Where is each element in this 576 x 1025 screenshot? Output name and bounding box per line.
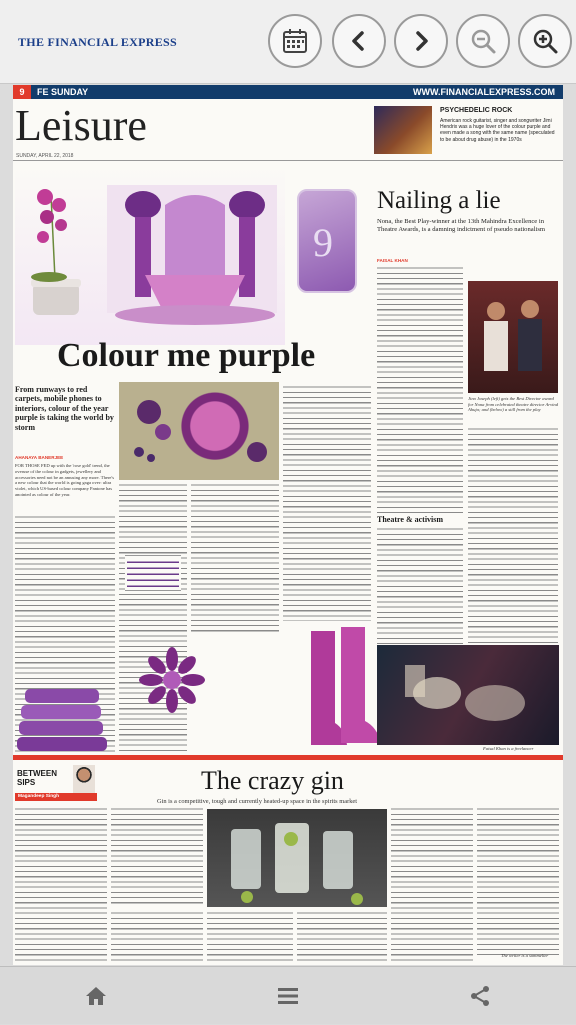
columnist-name: Magandeep Singh	[15, 793, 97, 801]
purple-boots-image[interactable]	[303, 625, 387, 755]
nailing-byline: FAISAL KHAN	[377, 258, 408, 263]
gin-signoff: The writer is a sommelier	[501, 953, 549, 958]
section-divider	[13, 755, 563, 760]
zoom-in-button[interactable]	[518, 14, 572, 68]
purple-body-col-3	[191, 483, 279, 633]
purple-headline: Colour me purple	[57, 337, 316, 374]
newspaper-page[interactable]	[13, 85, 563, 965]
publication-logo[interactable]	[14, 30, 178, 54]
previous-page-button[interactable]	[332, 14, 386, 68]
gin-headline: The crazy gin	[201, 766, 344, 795]
top-toolbar	[0, 0, 576, 84]
nailing-deck: Nona, the Best Play-winner at the 13th Mahindra Excellence in Theatre Awards, is a damning indictment of pseudo nationalism	[377, 218, 546, 234]
section-bar	[13, 85, 563, 99]
gin-body-col-5	[391, 807, 473, 963]
gin-body-col-1	[15, 807, 107, 963]
share-button[interactable]	[384, 967, 576, 1025]
page-number: 9	[13, 85, 31, 99]
zoom-out-icon	[468, 26, 498, 56]
home-button[interactable]	[0, 967, 192, 1025]
nailing-subhead: Theatre & activism	[377, 515, 444, 524]
zoom-out-button[interactable]	[456, 14, 510, 68]
masthead-rule	[13, 160, 563, 161]
share-icon	[469, 985, 491, 1007]
nailing-photo-caption: Jino Joseph (left) gets the Best Director award for Nona from celebrated theatre director Arvind Ahuja; and (below) a still from the play	[468, 396, 558, 413]
promo-heading: PSYCHEDELIC ROCK	[440, 107, 513, 114]
nailing-headline: Nailing a lie	[377, 187, 501, 214]
gin-body-col-2b	[111, 911, 203, 963]
nailing-signoff: Faisal Khan is a freelancer	[483, 746, 534, 751]
purple-ring-image[interactable]	[137, 645, 207, 715]
phone-number-mark: 9	[313, 220, 333, 265]
orchid-pot-image	[31, 189, 81, 315]
promo-photo-jimi-hendrix[interactable]	[374, 106, 432, 154]
gin-body-col-3	[207, 911, 293, 963]
nailing-body-col-1	[377, 266, 463, 516]
chevron-left-icon	[346, 28, 372, 54]
nailing-play-still[interactable]	[377, 645, 559, 745]
page-title: Leisure	[15, 101, 147, 150]
gin-body-col-4	[297, 911, 387, 963]
section-url: WWW.FINANCIALEXPRESS.COM	[413, 87, 555, 97]
menu-button[interactable]	[192, 967, 384, 1025]
purple-pull-quote	[125, 555, 181, 591]
promo-text: American rock guitarist, singer and songwriter Jimi Hendrix was a huge lover of the colour purple and even made a song with the same name (speculated to be about drug abuse) in the 1970s	[440, 118, 555, 143]
next-page-button[interactable]	[394, 14, 448, 68]
gin-drinks-photo[interactable]	[207, 809, 387, 907]
calendar-button[interactable]	[268, 14, 322, 68]
purple-soaps-image[interactable]	[15, 683, 111, 753]
purple-body-col-4	[283, 385, 371, 621]
gin-deck: Gin is a competitive, tough and currently heated-up space in the spirits market	[157, 798, 358, 805]
gin-body-col-2	[111, 807, 203, 907]
gin-body-col-6	[477, 807, 559, 955]
calendar-icon	[280, 26, 310, 56]
nailing-award-photo[interactable]	[468, 281, 558, 393]
purple-phone-image[interactable]	[297, 189, 357, 293]
purple-lead-text: FOR THOSE FED up with the 'rose gold' trend, the overuse of the colour in gadgets, jewellery and accessories need not be an amusing any more. There's a new colour that the world is going gaga over: ultra violet, which US-based colour company Pantone has anointed as colour of the year.	[15, 463, 115, 497]
section-name: FE SUNDAY	[37, 87, 89, 97]
zoom-in-icon	[530, 26, 560, 56]
gin-column-label: BETWEEN SIPS	[17, 769, 57, 787]
columnist-avatar	[73, 765, 95, 793]
chevron-right-icon	[408, 28, 434, 54]
purple-deck: From runways to red carpets, mobile phones to interiors, colour of the year purple is taking the world by storm	[15, 385, 114, 432]
home-icon	[85, 985, 107, 1007]
menu-icon	[277, 986, 299, 1006]
purple-byline: AHANAYA BANERJEE	[15, 455, 64, 460]
event-decor-image	[107, 185, 277, 325]
purple-photo-collage[interactable]	[15, 165, 285, 345]
bottom-navigation-bar	[0, 966, 576, 1024]
issue-date: SUNDAY, APRIL 22, 2018	[16, 153, 74, 159]
logo-text: THE FINANCIAL EXPRESS	[18, 34, 178, 49]
purple-drinks-image[interactable]	[119, 382, 279, 480]
